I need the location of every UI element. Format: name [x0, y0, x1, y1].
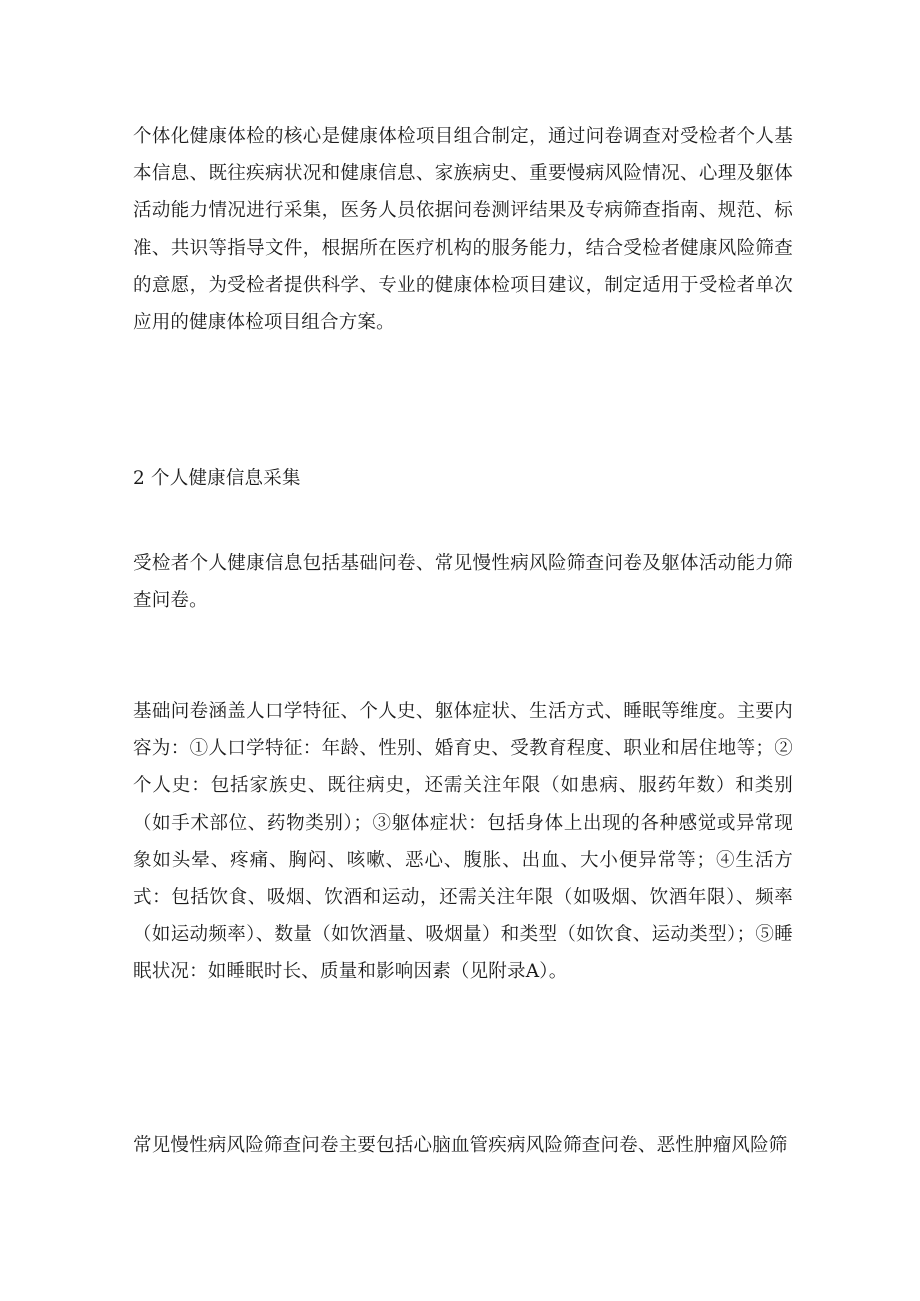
section-heading: 2 个人健康信息采集: [133, 468, 301, 489]
basic-questionnaire-paragraph: 基础问卷涵盖人口学特征、个人史、躯体症状、生活方式、睡眠等维度。主要内容为：①人口学特征：年龄、性别、婚育史、受教育程度、职业和居住地等；②个人史：包括家族史、既往病史，还需关注年限（如患病、服药年数）和类别（如手术部位、药物类别）；③躯体症状：包括身体上出现的各种感觉或异常现象如头晕、疼痛、胸闷、咳嗽、恶心、腹胀、出血、大小便异常等；④生活方式：包括饮食、吸烟、饮酒和运动，还需关注年限（如吸烟、饮酒年限）、频率（如运动频率）、数量（如饮酒量、吸烟量）和类型（如饮食、运动类型）；⑤睡眠状况：如睡眠时长、质量和影响因素（见附录A）。: [133, 701, 793, 983]
intro-paragraph: 个体化健康体检的核心是健康体检项目组合制定，通过问卷调查对受检者个人基本信息、既往疾病状况和健康信息、家族病史、重要慢病风险情况、心理及躯体活动能力情况进行采集，医务人员依据问卷测评结果及专病筛查指南、规范、标准、共识等指导文件，根据所在医疗机构的服务能力，结合受检者健康风险筛查的意愿，为受检者提供科学、专业的健康体检项目建议，制定适用于受检者单次应用的健康体检项目组合方案。: [133, 126, 793, 334]
chronic-disease-paragraph: 常见慢性病风险筛查问卷主要包括心脑血管疾病风险筛查问卷、恶性肿瘤风险筛: [133, 1135, 788, 1156]
health-info-paragraph: 受检者个人健康信息包括基础问卷、常见慢性病风险筛查问卷及躯体活动能力筛查问卷。: [133, 553, 793, 612]
